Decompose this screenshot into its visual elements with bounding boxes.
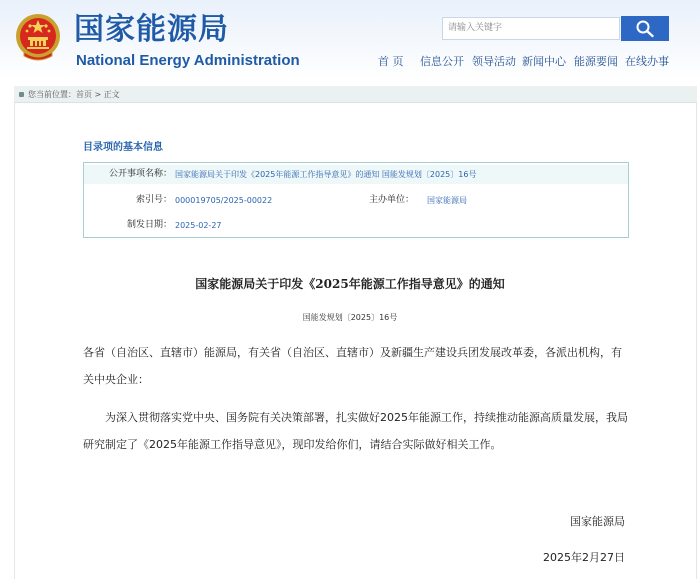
document-paragraph-2-text: 为深入贯彻落实党中央、国务院有关决策部署，扎实做好2025年能源工作，持续推动能源高质量发展，我局研究制定了《2025年能源工作指导意见》，现印发给你们，请结合实际做好相关工作。 — [83, 411, 628, 451]
info-value-date: 2025-02-27 — [175, 221, 222, 230]
nav-item-energy-news[interactable]: 能源要闻 — [574, 55, 618, 68]
breadcrumb-home-link[interactable]: 首页 — [76, 90, 92, 99]
nav-item-info-public[interactable]: 信息公开 — [420, 55, 464, 68]
document-paragraph-1: 各省（自治区、直辖市）能源局，有关省（自治区、直辖市）及新疆生产建设兵团发展改革委，各派出机构，有关中央企业： — [83, 346, 622, 386]
info-row-title — [84, 165, 628, 184]
info-value-index: 000019705/2025-00022 — [175, 196, 273, 205]
info-label-title: 公开事项名称： — [108, 169, 172, 179]
nav-item-leadership[interactable]: 领导活动 — [472, 55, 516, 68]
document-date: 2025年2月27日 — [543, 551, 625, 564]
nav-item-home[interactable]: 首 页 — [378, 55, 404, 68]
breadcrumb-separator: > — [92, 90, 104, 99]
info-label-date: 制发日期： — [126, 220, 172, 230]
breadcrumb-prefix: 您当前位置： — [28, 90, 76, 99]
document-paragraph-2 — [83, 404, 631, 458]
info-value-org[interactable]: 国家能源局 — [427, 196, 467, 205]
info-label-org: 主办单位： — [368, 195, 414, 205]
site-title-cn[interactable]: 国家能源局 — [74, 12, 229, 47]
nav-item-online-services[interactable]: 在线办事 — [625, 55, 669, 68]
document-title: 国家能源局关于印发《2025年能源工作指导意见》的通知 — [195, 277, 505, 291]
site-header — [0, 0, 700, 80]
site-title-en[interactable]: National Energy Administration — [76, 52, 300, 69]
breadcrumb-current: 正文 — [103, 90, 120, 99]
national-emblem-icon — [14, 12, 62, 64]
document-number: 国能发规划〔2025〕16号 — [302, 313, 398, 322]
info-table — [83, 162, 629, 238]
search-button[interactable] — [621, 16, 669, 41]
breadcrumb-text — [28, 86, 120, 103]
info-row-index — [84, 191, 628, 210]
info-value-title[interactable]: 国家能源局关于印发《2025年能源工作指导意见》的通知 国能发规划〔2025〕16号 — [175, 170, 477, 179]
document-signer: 国家能源局 — [570, 515, 625, 528]
info-row-date — [84, 216, 628, 235]
breadcrumb-bullet-icon — [19, 92, 24, 97]
search-icon — [635, 19, 655, 38]
search-input[interactable]: 请输入关键字 — [442, 17, 620, 40]
info-section-title: 目录项的基本信息 — [83, 142, 163, 153]
nav-item-news[interactable]: 新闻中心 — [522, 55, 566, 68]
info-label-index: 索引号： — [135, 195, 172, 205]
breadcrumb — [14, 86, 697, 103]
